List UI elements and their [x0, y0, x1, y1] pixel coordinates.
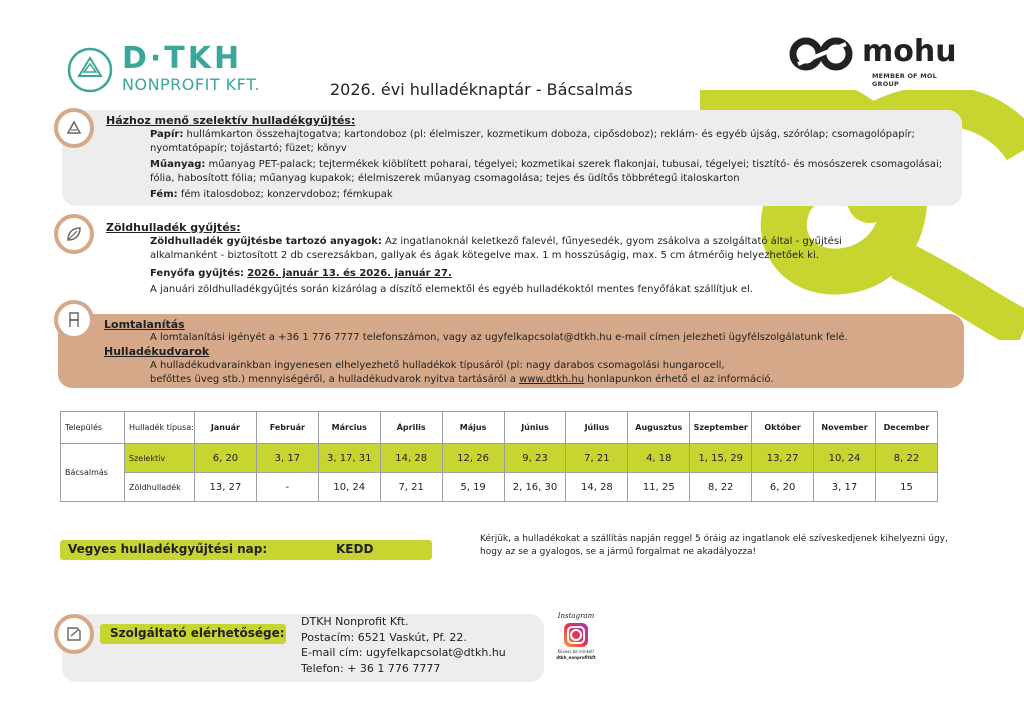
- leaf-icon: [64, 224, 84, 244]
- date-cell: 3, 17: [256, 444, 318, 473]
- mixed-waste-label: Vegyes hulladékgyűjtési nap:: [68, 542, 268, 556]
- green-materials-text: Az ingatlanoknál keletkező falevél, fűnyesedék, gyom zsákolva a szolgáltató által - gyűjtési alkalmanként - biztosított 2 db cserezsákban, gallyak és ágak kötegelve max. 1 m hosszúságig, max. 5 cm átmérőig helyezhetőek ki.: [150, 236, 842, 261]
- town-cell: Bácsalmás: [61, 444, 125, 502]
- bulky-text: A lomtalanítási igényét a +36 1 776 7777 telefonszámon, vagy az ugyfelkapcsolat@dtkh.hu e-mail címen jelezheti ügyfélszolgálatunk felé.: [150, 332, 848, 343]
- date-cell: 7, 21: [566, 444, 628, 473]
- date-cell: 1, 15, 29: [690, 444, 752, 473]
- month-header: November: [814, 412, 876, 444]
- mixed-waste-bar: [60, 540, 432, 560]
- instagram-label: Instagram: [557, 612, 595, 620]
- waste-type-cell: Szelektív: [125, 444, 195, 473]
- date-cell: 3, 17: [814, 473, 876, 502]
- contact-details: [301, 614, 506, 676]
- recycle-icon: [64, 118, 84, 138]
- month-header: Június: [504, 412, 566, 444]
- date-cell: 14, 28: [380, 444, 442, 473]
- col-type: Hulladék típusa:: [125, 412, 195, 444]
- month-header: Május: [442, 412, 504, 444]
- bulky-badge: [54, 300, 94, 340]
- placement-notice: Kérjük, a hulladékokat a szállítás napján reggel 5 óráig az ingatlanok elé szíveskedjenek kihelyezni úgy, hogy az se a gyalogos, se a jármű forgalmat ne akadályozza!: [480, 534, 948, 557]
- month-header: Szeptember: [690, 412, 752, 444]
- green-heading: Zöldhulladék gyűjtés:: [106, 221, 241, 234]
- date-cell: 8, 22: [690, 473, 752, 502]
- schedule-table: [60, 411, 938, 502]
- date-cell: 6, 20: [195, 444, 257, 473]
- mohu-wordmark: mohu: [862, 34, 957, 69]
- date-cell: 11, 25: [628, 473, 690, 502]
- page-title: 2026. évi hulladéknaptár - Bácsalmás: [330, 80, 633, 99]
- date-cell: 6, 20: [752, 473, 814, 502]
- metal-text: fém italosdoboz; konzervdoboz; fémkupak: [177, 189, 393, 200]
- month-header: Augusztus: [628, 412, 690, 444]
- yard-text-2b: honlapunkon érhető el az információ.: [584, 374, 774, 385]
- month-header: Január: [195, 412, 257, 444]
- date-cell: 2, 16, 30: [504, 473, 566, 502]
- date-cell: 3, 17, 31: [318, 444, 380, 473]
- date-cell: 5, 19: [442, 473, 504, 502]
- yard-text-2: [150, 373, 950, 387]
- selective-metal: [150, 188, 950, 202]
- tree-dates: 2026. január 13. és 2026. január 27.: [247, 268, 452, 279]
- table-header-row: [61, 412, 938, 444]
- paper-text: hullámkarton összehajtogatva; kartondoboz (pl: élelmiszer, kozmetikum doboza, cipősdoboz); reklám- és egyéb újság, szórólap; csomagolópapír; nyomtatópapír; tojástartó; füzet; könyv: [150, 129, 915, 154]
- yard-text-1: A hulladékudvarainkban ingyenesen elhelyezhető hulladékok típusáról (pl: nagy darabos csomagolási hungarocell,: [150, 360, 725, 371]
- date-cell: 15: [875, 473, 937, 502]
- tree-note: A januári zöldhulladékgyűjtés során kizárólag a díszítő elemektől és egyéb hulladékoktól mentes fenyőfákat szállítjuk el.: [150, 284, 754, 295]
- selective-badge: [54, 108, 94, 148]
- contact-email[interactable]: E-mail cím: ugyfelkapcsolat@dtkh.hu: [301, 646, 506, 659]
- chair-icon: [64, 310, 84, 330]
- table-row: [61, 473, 938, 502]
- contact-postal: Postacím: 6521 Vaskút, Pf. 22.: [301, 630, 467, 644]
- dtkh-logo: [66, 42, 296, 98]
- bulky-heading: Lomtalanítás: [104, 318, 185, 331]
- table-row: [61, 444, 938, 473]
- month-header: Április: [380, 412, 442, 444]
- date-cell: 12, 26: [442, 444, 504, 473]
- waste-type-cell: Zöldhulladék: [125, 473, 195, 502]
- contact-label-pill: [100, 624, 286, 644]
- date-cell: 7, 21: [380, 473, 442, 502]
- instagram-handle[interactable]: dtkh_nonprofitkft: [556, 655, 596, 660]
- date-cell: 10, 24: [814, 444, 876, 473]
- date-cell: 13, 27: [195, 473, 257, 502]
- plastic-label: Műanyag:: [150, 159, 206, 170]
- selective-plastic: [150, 158, 960, 186]
- instagram-block[interactable]: [550, 612, 602, 684]
- month-header: Február: [256, 412, 318, 444]
- dtkh-subtitle: NONPROFIT KFT.: [122, 75, 261, 94]
- instagram-icon[interactable]: [564, 623, 588, 647]
- paper-label: Papír:: [150, 129, 184, 140]
- dtkh-brand: D·TKH: [122, 41, 243, 76]
- mohu-mark-icon: [788, 36, 858, 72]
- month-header: December: [875, 412, 937, 444]
- dtkh-website-link[interactable]: www.dtkh.hu: [519, 374, 585, 385]
- selective-heading: Házhoz menő szelektív hulladékgyűjtés:: [106, 114, 356, 127]
- mohu-logo: [788, 36, 963, 86]
- instagram-caption: Kövess be minket!: [557, 649, 595, 654]
- contact-badge: [54, 614, 94, 654]
- green-materials-label: Zöldhulladék gyűjtésbe tartozó anyagok:: [150, 236, 382, 247]
- month-header: Március: [318, 412, 380, 444]
- green-materials: [150, 235, 910, 263]
- recycle-emblem-icon: [66, 46, 114, 94]
- date-cell: 8, 22: [875, 444, 937, 473]
- mohu-tagline: MEMBER OF MOL GROUP: [872, 72, 938, 88]
- contact-phone[interactable]: Telefon: + 36 1 776 7777: [301, 661, 441, 675]
- plastic-text: műanyag PET-palack; tejtermékek kiöblített poharai, tégelyei; kozmetikai szerek flakonjai, tubusai, tégelyei; tisztító- és mosószerek csomagolásai; fólia, habosított fólia; műanyag kupakok; élelmiszerek műanyag csomagolása; tejes és üdítős többrétegű italoskarton: [150, 159, 943, 184]
- green-badge: [54, 214, 94, 254]
- month-header: Október: [752, 412, 814, 444]
- date-cell: 14, 28: [566, 473, 628, 502]
- contact-label: Szolgáltató elérhetősége:: [110, 626, 285, 640]
- month-header: Július: [566, 412, 628, 444]
- col-town: Település: [61, 412, 125, 444]
- date-cell: 4, 18: [628, 444, 690, 473]
- contact-company: DTKH Nonprofit Kft.: [301, 615, 409, 628]
- selective-paper: [150, 128, 950, 156]
- date-cell: 13, 27: [752, 444, 814, 473]
- green-tree: [150, 267, 910, 281]
- contract-icon: [64, 624, 84, 644]
- tree-label: Fenyőfa gyűjtés:: [150, 268, 245, 279]
- date-cell: 10, 24: [318, 473, 380, 502]
- yard-heading: Hulladékudvarok: [104, 345, 210, 358]
- date-cell: 9, 23: [504, 444, 566, 473]
- mixed-waste-day: KEDD: [336, 542, 374, 556]
- metal-label: Fém:: [150, 189, 178, 200]
- yard-text-2a: befőttes üveg stb.) mennyiségéről, a hulladékudvarok nyitva tartásáról a: [150, 374, 520, 385]
- date-cell: -: [256, 473, 318, 502]
